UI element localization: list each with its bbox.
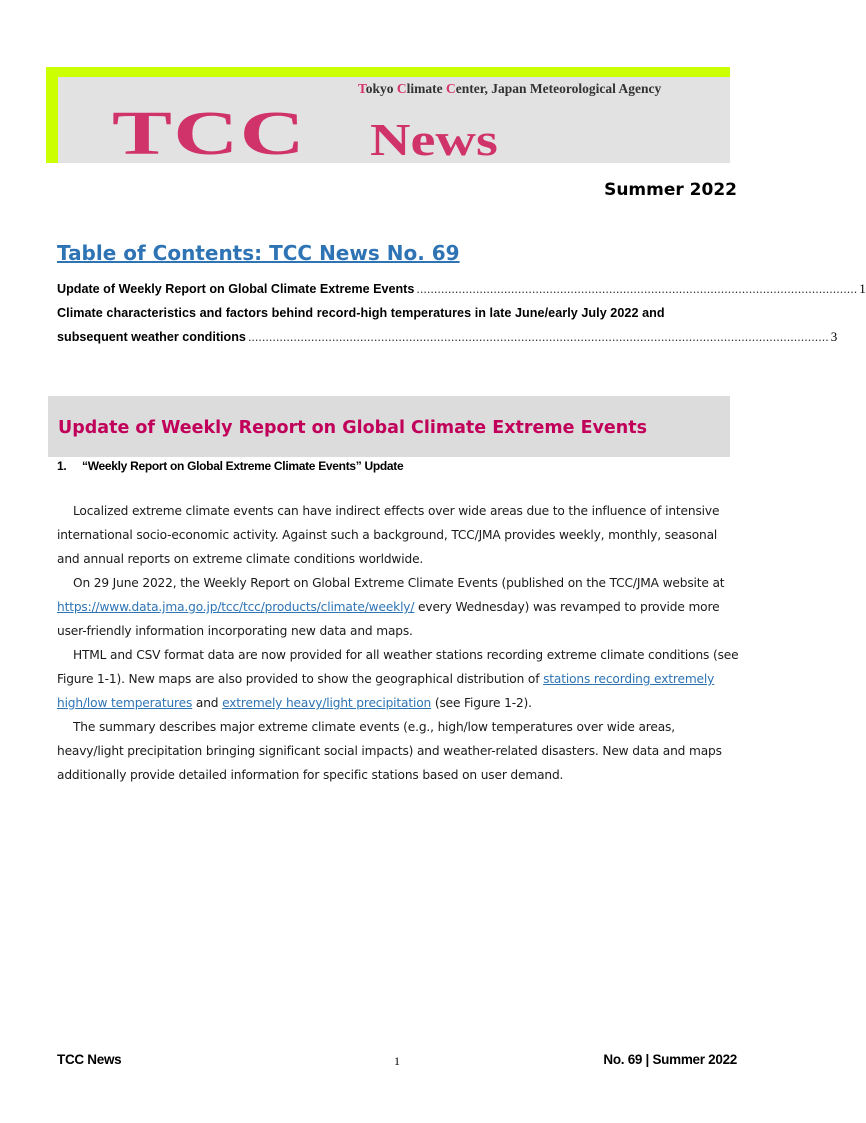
agency-initial-t: T — [358, 81, 366, 96]
paragraph-3 — [57, 643, 739, 715]
paragraph-2 — [57, 571, 739, 643]
toc-entry-1[interactable] — [57, 278, 866, 300]
masthead-panel — [58, 77, 730, 168]
toc-entry-2[interactable] — [57, 302, 838, 348]
agency-part-okyo: okyo — [365, 81, 397, 96]
masthead-banner — [46, 67, 730, 168]
paragraph-4: The summary describes major extreme climate events (e.g., high/low temperatures over wide areas, heavy/light precipitation bringing significant social impacts) and weather-related disasters. New data and maps additionally provide detailed information for specific stations based on user demand. — [57, 720, 722, 782]
section-header-band — [48, 396, 730, 457]
paragraph-3-text-a: HTML and CSV format data are now provided for all weather stations recording extreme climate conditions (see Figure 1-1). New maps are also provided to show the geographical distribution of — [57, 648, 739, 686]
article-body — [57, 499, 739, 787]
toc-entry-1-page: 1 — [859, 281, 866, 296]
subsection-number: 1. — [57, 459, 67, 473]
toc-entry-2-title-line1: Climate characteristics and factors behind record-high temperatures in late June/early July 2022 and — [57, 306, 665, 320]
tcc-news-logo — [112, 99, 498, 170]
agency-part-rest: enter, Japan Meteorological Agency — [455, 81, 662, 96]
subsection-title: “Weekly Report on Global Extreme Climate Events” Update — [82, 459, 404, 473]
paragraph-2-text-b: every Wednesday) was revamped to provide more user-friendly information incorporating new data and maps. — [57, 600, 720, 638]
paragraph-2-text-a: On 29 June 2022, the Weekly Report on Global Extreme Climate Events (published on the TCC/JMA website at — [73, 576, 725, 590]
subsection-heading — [57, 459, 403, 473]
footer-issue: No. 69 | Summer 2022 — [603, 1052, 737, 1067]
footer-publication: TCC News — [57, 1052, 122, 1067]
paragraph-1: Localized extreme climate events can have indirect effects over wide areas due to the influence of intensive international socio-economic activity. Against such a background, TCC/JMA provides weekly, monthly, seasonal and annual reports on extreme climate conditions worldwide. — [57, 504, 720, 566]
toc-entry-2-page: 3 — [830, 329, 838, 344]
logo-tcc-text: TCC — [112, 100, 307, 168]
precipitation-map-link[interactable]: extremely heavy/light precipitation — [222, 696, 432, 710]
temperature-map-link[interactable]: stations recording extremely high/low temperatures — [57, 672, 715, 710]
agency-name — [358, 81, 661, 97]
paragraph-3-text-b: and — [192, 696, 223, 710]
agency-initial-c2: C — [446, 81, 456, 96]
agency-part-limate: limate — [406, 81, 447, 96]
paragraph-3-text-c: (see Figure 1-2). — [431, 696, 532, 710]
section-title: Update of Weekly Report on Global Climate Extreme Events — [58, 418, 648, 438]
toc-entry-1-title: Update of Weekly Report on Global Climate Extreme Events — [57, 282, 415, 296]
toc-leader-dots: .............................................................................................................................. — [416, 282, 858, 296]
issue-season: Summer 2022 — [604, 180, 737, 200]
footer-page-number: 1 — [394, 1054, 400, 1068]
agency-initial-c1: C — [396, 81, 407, 96]
toc-leader-dots: ...................................................................................................................................................................... — [247, 330, 829, 344]
logo-news-text: News — [370, 114, 498, 165]
toc-title[interactable]: Table of Contents: TCC News No. 69 — [57, 241, 460, 265]
weekly-report-link[interactable]: https://www.data.jma.go.jp/tcc/tcc/products/climate/weekly/ — [57, 600, 415, 614]
toc-entry-2-title-line2: subsequent weather conditions — [57, 330, 246, 344]
